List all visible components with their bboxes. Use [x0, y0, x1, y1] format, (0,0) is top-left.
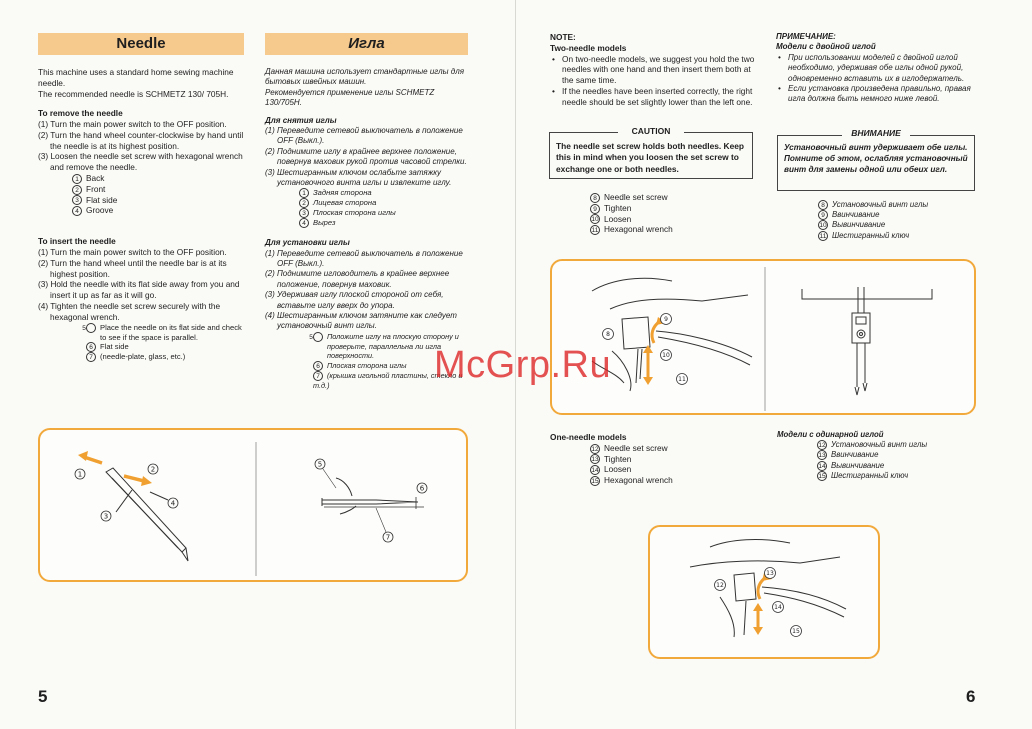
one-needle-figure-panel — [648, 525, 880, 659]
ru-two-parts — [818, 200, 968, 241]
one-needle-title: One-needle models — [550, 432, 627, 442]
part-item: 5 Положите иглу на плоскую сторону и проверьте, параллельна ли игла поверхности. — [309, 331, 459, 361]
label-14: 14 — [774, 604, 782, 611]
caution-text: The needle set screw holds both needles. Keep this in mind when you loosen the set screw to exchange one or both needles. — [556, 141, 745, 174]
part-item: 3 Плоская сторона иглы — [299, 208, 470, 218]
ru-note-title: ПРИМЕЧАНИЕ: — [776, 32, 836, 41]
part-item: 1 Задняя сторона — [299, 188, 470, 198]
en-remove-step-2: (2) Turn the hand wheel counter-clockwise by hand until the needle is at its highest position. — [38, 129, 244, 151]
part-item: 2 Front — [72, 184, 244, 195]
label-15: 15 — [792, 628, 800, 635]
part-item: 4 Groove — [72, 205, 244, 216]
part-item: 11 Hexagonal wrench — [591, 224, 673, 235]
part-item: 7 (крышка игольной пластины, стекло и т.д.) — [313, 370, 463, 391]
machine-head-drawing — [592, 278, 752, 391]
en-one-needle-column — [550, 432, 750, 486]
two-needle-figure — [552, 261, 976, 415]
ru-two-title: Модели с двойной иглой — [776, 42, 876, 52]
label-13: 13 — [766, 570, 774, 577]
label-7: 7 — [385, 533, 391, 542]
two-needle-bullet-1: • On two-needle models, we suggest you hold the two needles with one hand and then insert them both at the same time. — [550, 54, 755, 86]
two-needle-title: Two-needle models — [550, 42, 627, 53]
part-item: 15 Шестигранный ключ — [818, 470, 909, 480]
part-item: 13 Tighten — [591, 453, 632, 464]
part-item: 12 Установочный винт иглы — [818, 440, 928, 450]
ru-remove-title: Для снятия иглы — [265, 115, 337, 125]
en-remove-step-3: (3) Loosen the needle set screw with hexagonal wrench and remove the needle. — [38, 151, 243, 173]
part-item: 10 Loosen — [591, 213, 632, 224]
needle-figure-panel — [38, 428, 468, 582]
page-number-5: 5 — [38, 687, 48, 706]
ru-remove-parts — [265, 188, 470, 228]
label-3: 3 — [103, 512, 109, 521]
en-insert-step-4: (4) Tighten the needle set screw securely with the hexagonal wrench. — [38, 300, 221, 322]
en-remove-title: To remove the needle — [38, 108, 123, 119]
ru-two-bullet-1: • При использовании моделей с двойной иглой необходимо, удерживая обе иглы одной рукой, одновременно вставить их в иглодержатель. — [776, 53, 976, 84]
ru-one-needle-column — [777, 430, 977, 481]
label-8: 8 — [606, 331, 610, 338]
ru-caution-text: Установочный винт удерживает обе иглы. Помните об этом, ослабляя установочный винт для замены одной или обеих игл. — [784, 143, 968, 175]
ru-insert-step-3: (3) Удерживая иглу плоской стороной от себя, вставьте иглу вверх до упора. — [265, 290, 444, 310]
ru-remove-step-1: (1) Переведите сетевой выключатель в положение OFF (Выкл.). — [265, 125, 463, 146]
en-needle-column — [38, 67, 244, 362]
part-item: 6 Плоская сторона иглы — [313, 361, 470, 371]
tighten-loosen-arrows-2 — [753, 573, 772, 635]
label-10: 10 — [662, 352, 670, 359]
part-item: 4 Вырез — [299, 218, 470, 228]
needle-figure — [40, 430, 468, 582]
ru-insert-title: Для установки иглы — [265, 238, 350, 248]
page-number-6: 6 — [966, 687, 976, 706]
en-insert-parts — [38, 323, 244, 363]
label-11: 11 — [678, 376, 686, 383]
ru-insert-step-2: (2) Поднимите игловодитель в крайнее верхнее положение, повернув маховик. — [265, 269, 450, 289]
ru-insert-step-4: (4) Шестигранным ключом затяните как следует установочный винт иглы. — [265, 311, 457, 331]
note-title: NOTE: — [550, 32, 576, 42]
en-insert-title: To insert the needle — [38, 236, 116, 247]
en-remove-step-1: (1) Turn the main power switch to the OFF position. — [38, 119, 227, 130]
en-insert-step-3: (3) Hold the needle with its flat side away from you and insert it up as far as it will go. — [38, 279, 240, 301]
caution-box — [549, 132, 753, 179]
en-one-parts — [550, 443, 750, 486]
en-note-column — [550, 32, 755, 107]
needle-heading: Needle — [38, 33, 244, 55]
ru-remove-step-2: (2) Поднимите иглу в крайнее верхнее положение, повернув маховик рукой против часовой стрелки. — [265, 146, 467, 167]
flat-side-drawing — [322, 478, 424, 514]
en-insert-step-2: (2) Turn the hand wheel until the needle bar is at its highest position. — [38, 257, 227, 279]
part-item: 8 Установочный винт иглы — [818, 200, 968, 210]
needle-heading-ru: Игла — [265, 33, 468, 55]
label-12: 12 — [716, 582, 724, 589]
two-needle-figure-panel — [550, 259, 976, 415]
en-two-parts — [590, 192, 740, 235]
part-item: 3 Flat side — [72, 195, 244, 206]
en-insert-step-1: (1) Turn the main power switch to the OFF position. — [38, 247, 227, 258]
ru-note-column — [776, 32, 976, 105]
part-item: 9 Ввинчивание — [818, 210, 968, 220]
en-remove-parts — [38, 173, 244, 216]
part-item: 10 Вывинчивание — [819, 220, 886, 230]
ru-one-title: Модели с одинарной иглой — [777, 430, 884, 439]
caution-title: CAUTION — [618, 126, 684, 137]
en-intro-2: The recommended needle is SCHMETZ 130/ 705H. — [38, 88, 229, 99]
ru-caution-box — [777, 135, 975, 191]
part-item: 6 Flat side — [86, 342, 244, 352]
label-1: 1 — [77, 470, 83, 479]
part-item: 12 Needle set screw — [591, 442, 668, 453]
label-2: 2 — [150, 465, 156, 474]
part-item: 7 (needle-plate, glass, etc.) — [86, 352, 244, 362]
label-5: 5 — [317, 460, 323, 469]
part-item: 11 Шестигранный ключ — [819, 230, 910, 240]
ru-remove-step-3: (3) Шестигранным ключом ослабьте затяжку установочного винта иглы и извлеките иглу. — [265, 167, 452, 187]
en-intro-1: This machine uses a standard home sewing machine needle. — [38, 67, 234, 88]
part-item: 5 Place the needle on its flat side and check to see if the space is parallel. — [82, 322, 242, 342]
ru-one-parts — [777, 440, 977, 481]
two-needle-bullet-2: • If the needles have been inserted correctly, the right needle should be set slightly lower than the left one. — [550, 86, 755, 108]
needle-clamp-drawing — [802, 287, 932, 395]
part-item: 15 Hexagonal wrench — [591, 475, 673, 486]
ru-caution-title: ВНИМАНИЕ — [842, 128, 910, 139]
part-item: 2 Лицевая сторона — [299, 198, 470, 208]
label-6: 6 — [419, 484, 425, 493]
part-item: 14 Вывинчивание — [818, 460, 885, 470]
ru-two-bullet-2: • Если установка произведена правильно, правая игла должна быть немного ниже левой. — [776, 84, 976, 105]
part-item: 1 Back — [72, 173, 244, 184]
machine-head-drawing-2 — [690, 540, 846, 637]
part-item: 9 Tighten — [590, 203, 740, 214]
label-9: 9 — [664, 316, 668, 323]
watermark: McGrp.Ru — [434, 344, 612, 386]
part-item: 14 Loosen — [591, 464, 632, 475]
ru-insert-step-1: (1) Переведите сетевой выключатель в положение OFF (Выкл.). — [265, 248, 463, 269]
part-item: 13 Ввинчивание — [818, 450, 879, 460]
ru-intro-2: Рекомендуется применение иглы SCHMETZ 130/705H. — [265, 87, 435, 108]
ru-intro-1: Данная машина использует стандартные иглы для бытовых швейных машин. — [265, 67, 464, 87]
one-needle-figure — [650, 527, 880, 659]
part-item: 8 Needle set screw — [590, 192, 740, 203]
label-4: 4 — [170, 499, 176, 508]
